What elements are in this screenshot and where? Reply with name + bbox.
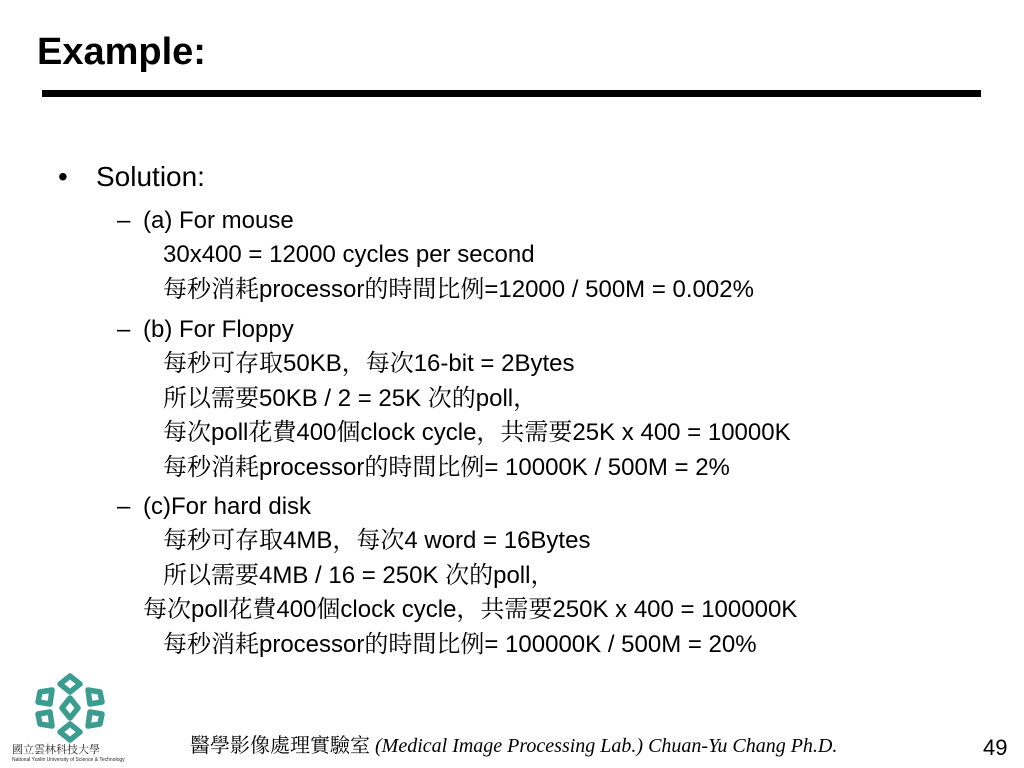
section-b-line: 所以需要50KB / 2 = 25K 次的poll， [163,385,538,412]
slide-title: Example: [37,31,206,73]
title-underline [42,90,981,97]
page-number: 49 [983,735,1008,760]
section-c-line: 每秒可存取4MB，每次4 word = 16Bytes [163,527,591,554]
footer-lab-cn: 醫學影像處理實驗室 [190,735,370,757]
bullet-marker: • [58,161,68,192]
university-name-cn: 國立雲林科技大學 [12,743,100,756]
section-b-line: 每次poll花費400個clock cycle，共需要25K x 400 = 10000K [163,419,791,446]
dash-marker-a: – [117,207,131,234]
dash-marker-c: – [117,493,131,520]
footer-credit [190,732,837,760]
section-a-line: 30x400 = 12000 cycles per second [163,241,535,268]
university-name-en: National Yunlin University of Science & Technology [12,757,125,763]
section-b-line: 每秒消耗processor的時間比例= 10000K / 500M = 2% [163,454,730,481]
solution-heading: Solution: [96,161,205,192]
snowflake-logo-icon [22,672,118,744]
section-c-line: 每次poll花費400個clock cycle，共需要250K x 400 = 100000K [143,596,798,623]
section-b-heading: (b) For Floppy [143,316,294,343]
section-c-heading: (c)For hard disk [143,493,312,520]
footer-lab-en: (Medical Image Processing Lab.) Chuan-Yu Chang Ph.D. [375,735,838,757]
section-c-line: 每秒消耗processor的時間比例= 100000K / 500M = 20% [163,631,757,658]
section-b-line: 每秒可存取50KB，每次16-bit = 2Bytes [163,350,575,377]
section-a-heading: (a) For mouse [143,207,294,234]
dash-marker-b: – [117,316,131,343]
section-a-line: 每秒消耗processor的時間比例=12000 / 500M = 0.002% [163,276,754,303]
section-c-line: 所以需要4MB / 16 = 250K 次的poll， [163,562,555,589]
